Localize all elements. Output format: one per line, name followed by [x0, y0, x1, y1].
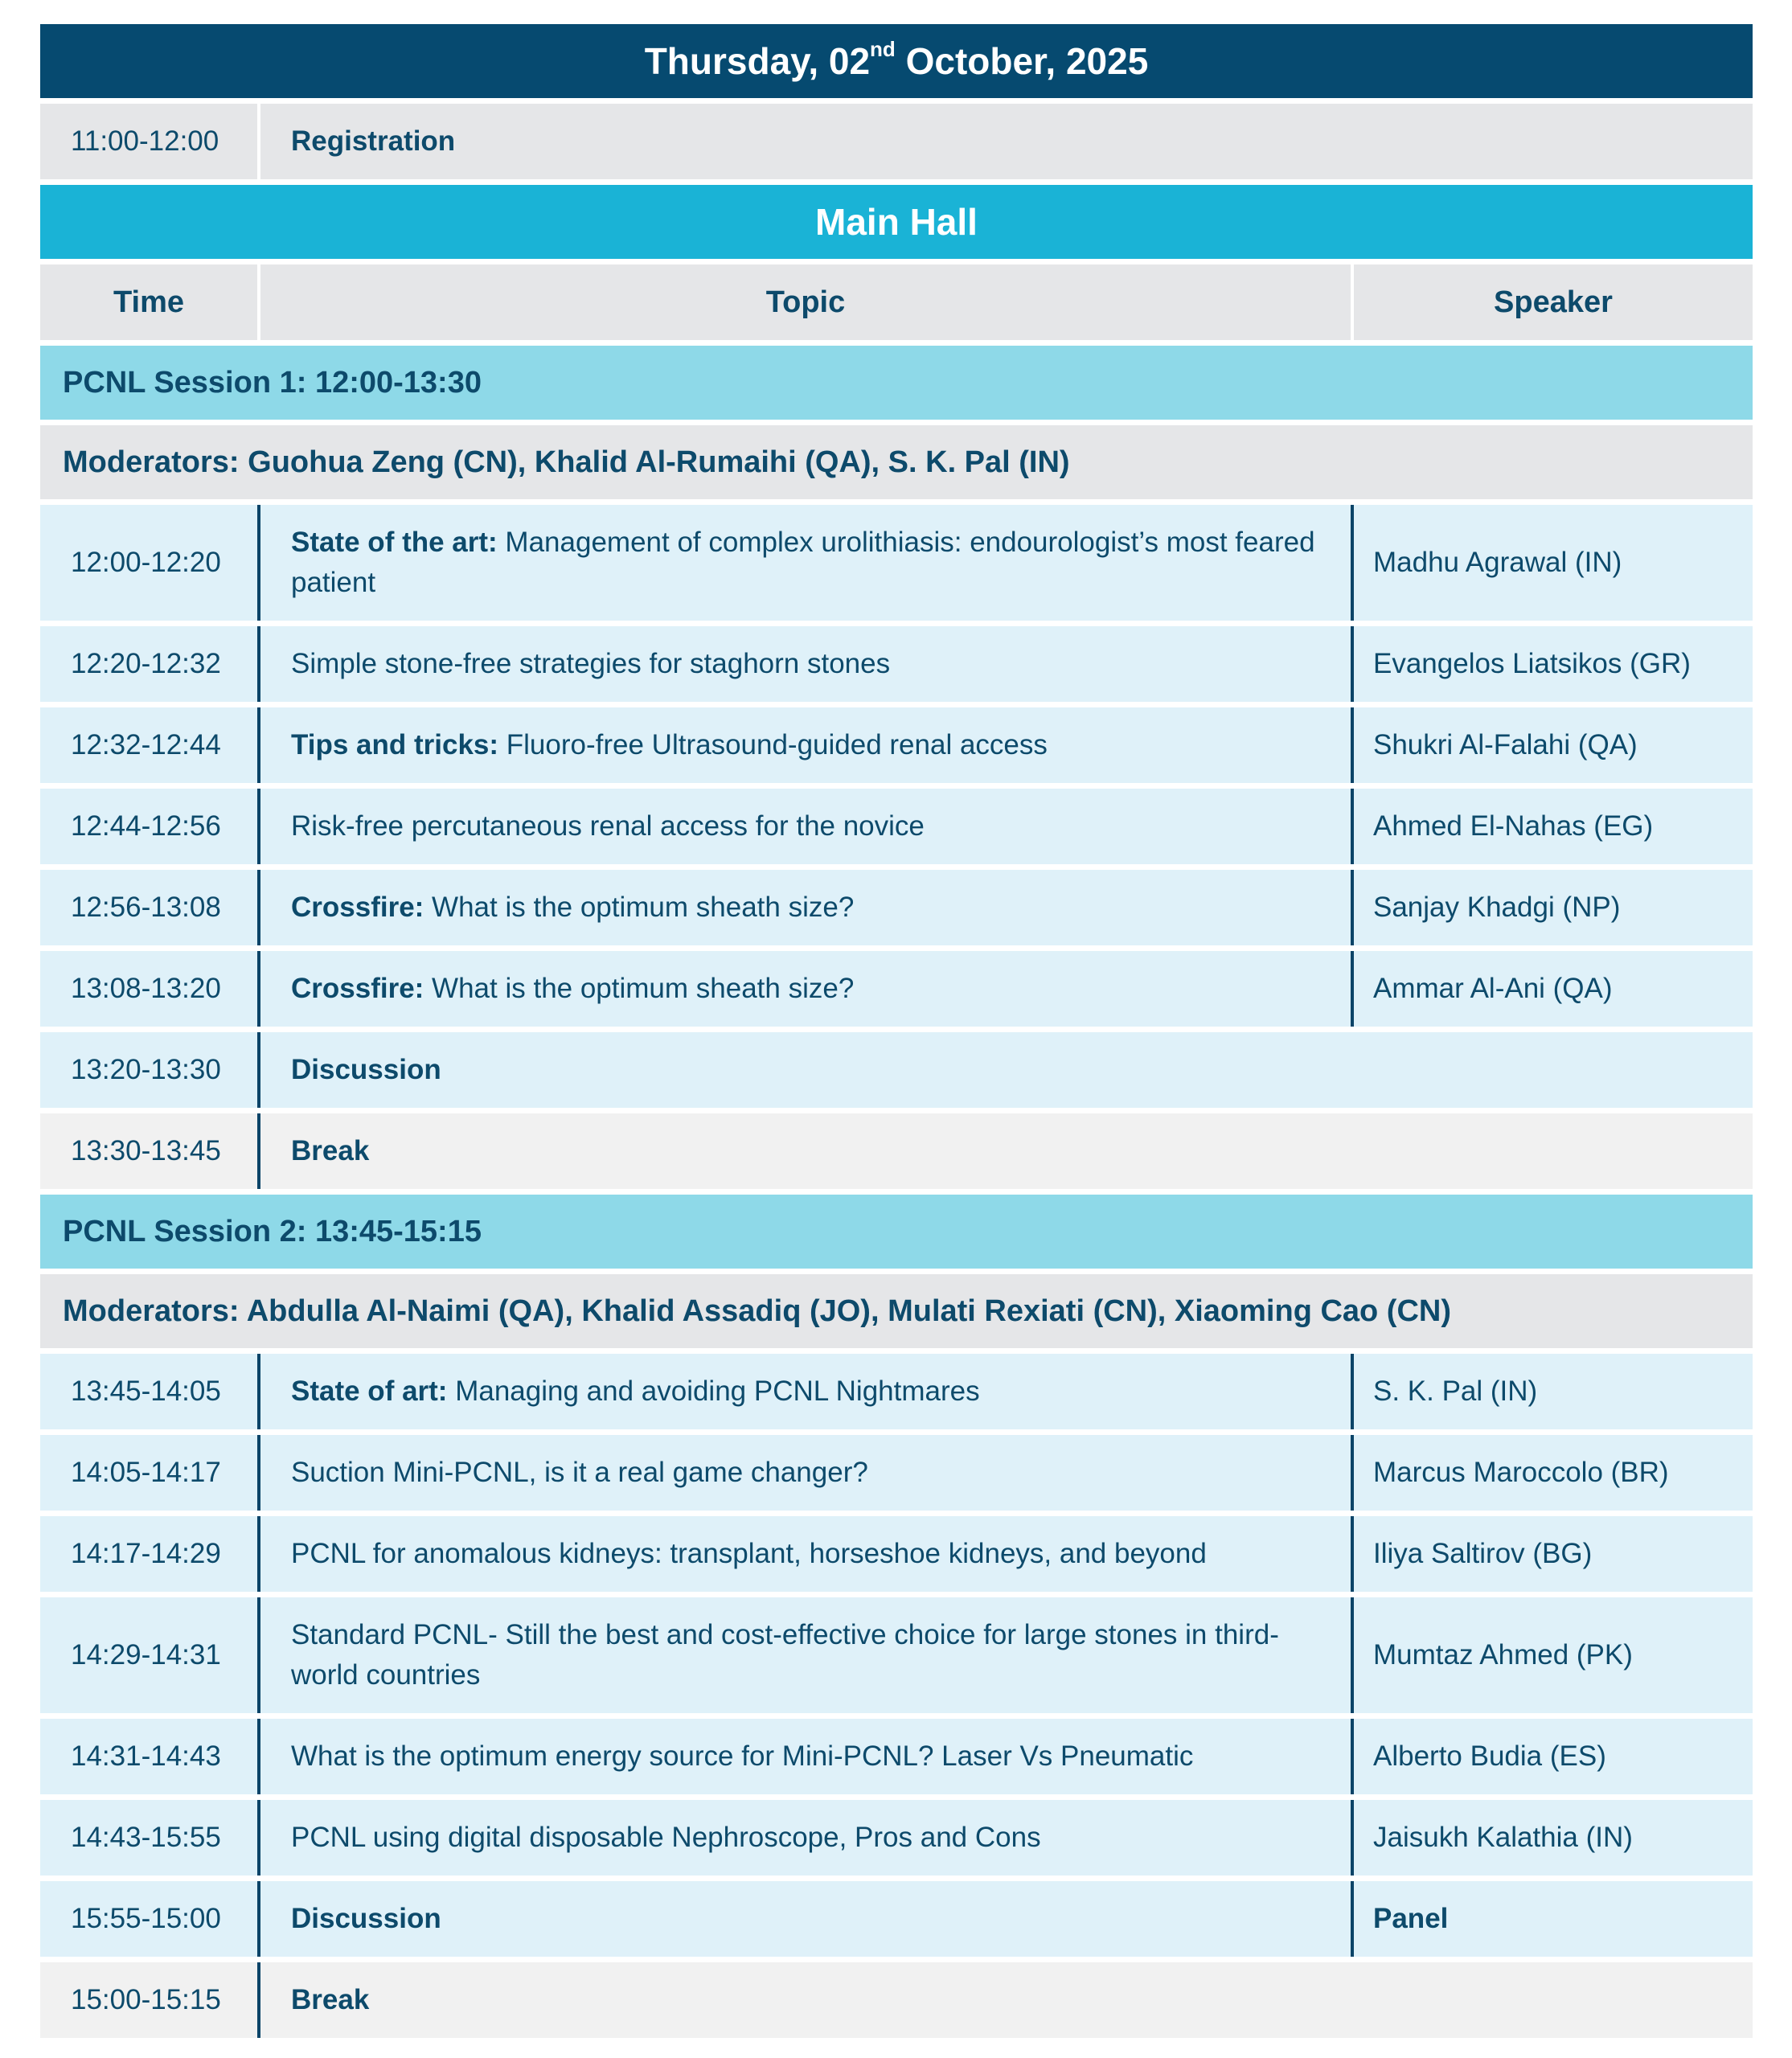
row-topic-prefix: Crossfire: — [291, 973, 424, 1004]
table-row — [40, 505, 1753, 621]
session-2-header — [40, 1195, 1753, 1269]
row-time: 15:55-15:00 — [71, 1903, 221, 1934]
row-topic-text: Suction Mini-PCNL, is it a real game changer? — [291, 1457, 868, 1488]
row-topic — [257, 1719, 1351, 1794]
row-topic-text: PCNL using digital disposable Nephroscope, Pros and Cons — [291, 1822, 1041, 1853]
column-header-speaker: Speaker — [1351, 264, 1753, 340]
row-speaker: Evangelos Liatsikos (GR) — [1351, 626, 1753, 702]
session-2-title: PCNL Session 2: 13:45-15:15 — [63, 1214, 482, 1248]
row-topic — [257, 870, 1351, 945]
row-time: 14:31-14:43 — [71, 1740, 221, 1772]
session-2-moderators — [40, 1274, 1753, 1348]
session-1-title: PCNL Session 1: 12:00-13:30 — [63, 365, 482, 400]
row-speaker: Ammar Al-Ani (QA) — [1351, 951, 1753, 1027]
row-topic-text: Fluoro-free Ultrasound-guided renal access — [498, 729, 1048, 760]
row-time: 15:00-15:15 — [71, 1984, 221, 2015]
table-row — [40, 707, 1753, 783]
row-speaker: Shukri Al-Falahi (QA) — [1351, 707, 1753, 783]
row-topic — [257, 1354, 1351, 1429]
row-topic — [257, 707, 1351, 783]
registration-label: Registration — [257, 104, 1753, 179]
session-1-discussion-row — [40, 1032, 1753, 1108]
row-topic: Discussion — [257, 1032, 1753, 1108]
row-topic-text: What is the optimum sheath size? — [424, 892, 855, 923]
row-speaker: Ahmed El-Nahas (EG) — [1351, 789, 1753, 864]
row-speaker: Iliya Saltirov (BG) — [1351, 1516, 1753, 1592]
day-header — [40, 24, 1753, 98]
row-topic — [257, 626, 1351, 702]
session-2-discussion-row — [40, 1881, 1753, 1957]
table-row — [40, 626, 1753, 702]
session-1-moderators — [40, 425, 1753, 499]
row-topic — [257, 505, 1351, 621]
row-time: 12:20-12:32 — [71, 648, 221, 679]
table-row — [40, 1597, 1753, 1713]
registration-time: 11:00-12:00 — [71, 125, 219, 157]
row-topic-prefix: Crossfire: — [291, 892, 424, 923]
row-speaker: Sanjay Khadgi (NP) — [1351, 870, 1753, 945]
row-speaker: Madhu Agrawal (IN) — [1351, 505, 1753, 621]
row-speaker: Jaisukh Kalathia (IN) — [1351, 1800, 1753, 1876]
row-topic-text: Managing and avoiding PCNL Nightmares — [447, 1375, 980, 1407]
table-row — [40, 1435, 1753, 1511]
row-speaker: Panel — [1351, 1881, 1753, 1957]
row-topic-prefix: State of art: — [291, 1375, 448, 1407]
session-2-break-row — [40, 1962, 1753, 2038]
row-topic — [257, 789, 1351, 864]
row-time: 14:29-14:31 — [71, 1639, 221, 1671]
row-topic-text: Standard PCNL- Still the best and cost-effective choice for large stones in third-world countries — [291, 1619, 1279, 1691]
row-speaker: Mumtaz Ahmed (PK) — [1351, 1597, 1753, 1713]
row-topic-prefix: State of the art: — [291, 527, 498, 558]
registration-row — [40, 104, 1753, 179]
row-time: 12:44-12:56 — [71, 810, 221, 842]
row-topic-text: What is the optimum sheath size? — [424, 973, 855, 1004]
hall-title: Main Hall — [815, 201, 978, 243]
row-topic — [257, 1435, 1351, 1511]
session-1-break-row — [40, 1113, 1753, 1189]
row-topic-prefix: Tips and tricks: — [291, 729, 499, 760]
row-time: 14:05-14:17 — [71, 1457, 221, 1488]
column-header-topic: Topic — [257, 264, 1351, 340]
row-topic — [257, 1597, 1351, 1713]
table-row — [40, 1354, 1753, 1429]
row-topic-text: Simple stone-free strategies for staghorn stones — [291, 648, 891, 679]
session-1-header — [40, 346, 1753, 420]
row-speaker: Marcus Maroccolo (BR) — [1351, 1435, 1753, 1511]
row-topic: Break — [257, 1962, 1753, 2038]
table-row — [40, 1800, 1753, 1876]
row-time: 12:32-12:44 — [71, 729, 221, 760]
row-topic — [257, 1800, 1351, 1876]
table-row — [40, 951, 1753, 1027]
row-time: 13:45-14:05 — [71, 1375, 221, 1407]
row-speaker: S. K. Pal (IN) — [1351, 1354, 1753, 1429]
row-speaker: Alberto Budia (ES) — [1351, 1719, 1753, 1794]
row-time: 13:08-13:20 — [71, 973, 221, 1004]
session-1-moderators-text: Moderators: Guohua Zeng (CN), Khalid Al-Rumaihi (QA), S. K. Pal (IN) — [63, 445, 1070, 479]
table-row — [40, 1719, 1753, 1794]
row-topic-text: PCNL for anomalous kidneys: transplant, horseshoe kidneys, and beyond — [291, 1538, 1207, 1569]
row-topic-text: What is the optimum energy source for Mini-PCNL? Laser Vs Pneumatic — [291, 1740, 1194, 1772]
session-2-moderators-text: Moderators: Abdulla Al-Naimi (QA), Khalid Assadiq (JO), Mulati Rexiati (CN), Xiaoming Cao (CN) — [63, 1293, 1451, 1328]
row-topic-text: Risk-free percutaneous renal access for the novice — [291, 810, 925, 842]
column-header-time: Time — [113, 285, 184, 319]
row-topic — [257, 951, 1351, 1027]
row-time: 12:00-12:20 — [71, 547, 221, 578]
row-topic: Break — [257, 1113, 1753, 1189]
row-time: 14:43-15:55 — [71, 1822, 221, 1853]
row-topic-text: Management of complex urolithiasis: endourologist’s most feared patient — [291, 527, 1315, 598]
day-header-text: Thursday, 02nd October, 2025 — [644, 36, 1149, 82]
row-time: 14:17-14:29 — [71, 1538, 221, 1569]
row-time: 13:30-13:45 — [71, 1135, 221, 1166]
table-row — [40, 789, 1753, 864]
column-header-row — [40, 264, 1753, 340]
row-topic: Discussion — [257, 1881, 1351, 1957]
table-row — [40, 870, 1753, 945]
table-row — [40, 1516, 1753, 1592]
row-topic — [257, 1516, 1351, 1592]
row-time: 12:56-13:08 — [71, 892, 221, 923]
hall-header — [40, 185, 1753, 259]
row-time: 13:20-13:30 — [71, 1054, 221, 1085]
